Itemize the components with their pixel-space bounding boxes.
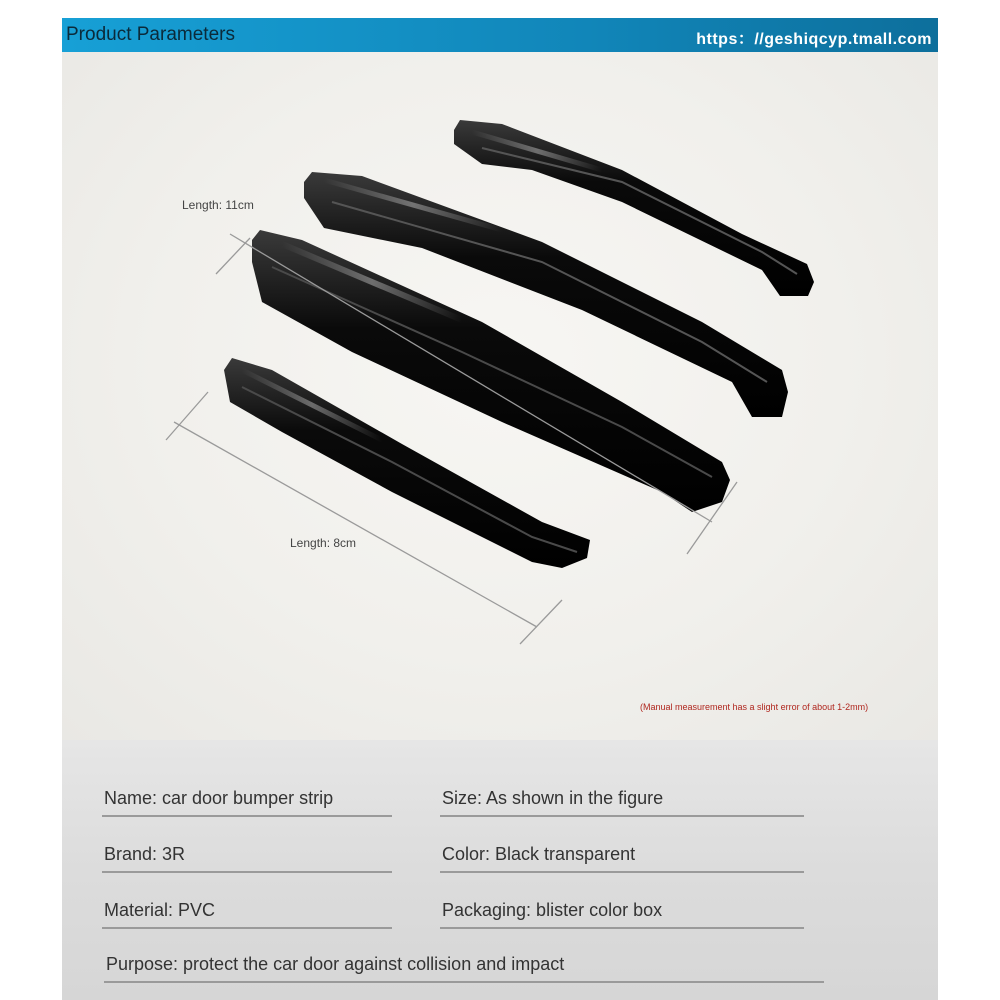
spec-brand: Brand: 3R [102, 844, 392, 873]
spec-material: Material: PVC [102, 900, 392, 929]
spec-packaging: Packaging: blister color box [440, 900, 804, 929]
product-photo [62, 52, 938, 740]
spec-color: Color: Black transparent [440, 844, 804, 873]
bumper-strips-illustration [62, 52, 938, 740]
spec-name: Name: car door bumper strip [102, 788, 392, 817]
page-title: Product Parameters [66, 24, 235, 45]
spec-size: Size: As shown in the figure [440, 788, 804, 817]
store-url[interactable]: https：//geshiqcyp.tmall.com [696, 31, 932, 48]
spec-panel [62, 740, 938, 1000]
header-bar [62, 18, 938, 52]
length-label-long: Length: 11cm [182, 198, 254, 212]
spec-purpose: Purpose: protect the car door against collision and impact [104, 954, 824, 983]
measurement-note: (Manual measurement has a slight error of about 1-2mm) [640, 702, 869, 712]
length-label-short: Length: 8cm [290, 536, 357, 550]
